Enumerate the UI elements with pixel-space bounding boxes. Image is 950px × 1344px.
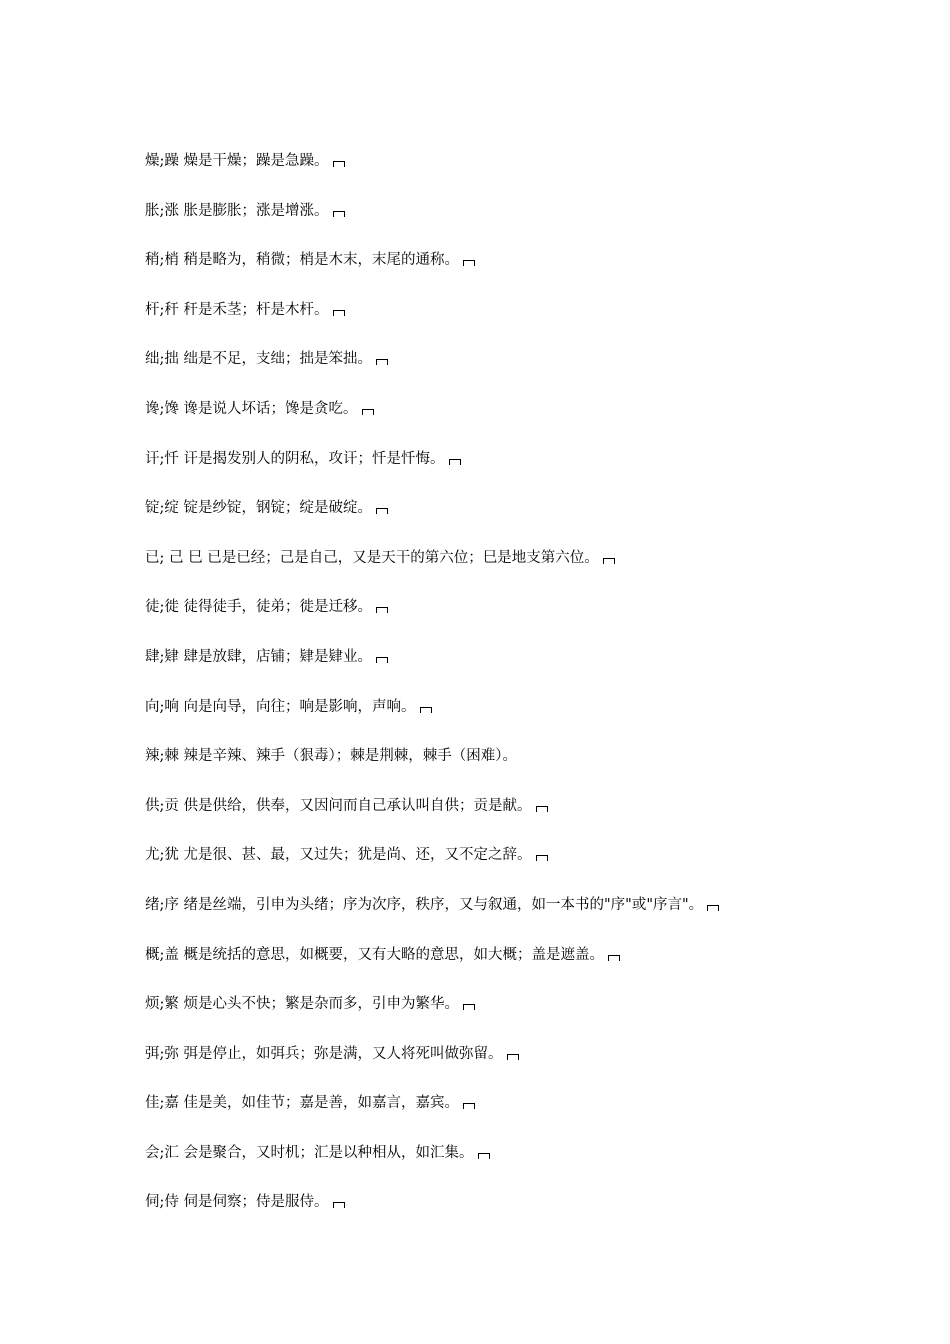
entry-text: 佳;嘉 佳是美，如佳节；嘉是善，如嘉言，嘉宾。 — [145, 1095, 459, 1112]
list-item — [145, 695, 915, 745]
list-item — [145, 248, 915, 298]
paragraph-mark-icon — [536, 855, 548, 861]
entry-text: 锭;绽 锭是纱锭，钢锭；绽是破绽。 — [145, 500, 372, 517]
entry-text: 谗;馋 谗是说人坏话；馋是贪吃。 — [145, 400, 358, 417]
paragraph-mark-icon — [463, 260, 475, 266]
paragraph-mark-icon — [333, 1202, 345, 1208]
list-item — [145, 843, 915, 893]
word-pair-list — [145, 149, 915, 1240]
list-item — [145, 1141, 915, 1191]
entry-text: 燥;躁 燥是干燥；躁是急躁。 — [145, 153, 329, 169]
list-item — [145, 943, 915, 993]
paragraph-mark-icon — [362, 409, 374, 415]
list-item — [145, 546, 915, 596]
paragraph-mark-icon — [449, 459, 461, 465]
paragraph-mark-icon — [376, 359, 388, 365]
entry-text: 伺;侍 伺是伺察；侍是服侍。 — [145, 1194, 329, 1211]
entry-text: 弭;弥 弭是停止，如弭兵；弥是满，又人将死叫做弥留。 — [145, 1045, 503, 1062]
list-item — [145, 149, 915, 199]
list-item — [145, 447, 915, 497]
list-item — [145, 1091, 915, 1141]
list-item — [145, 199, 915, 249]
list-item — [145, 298, 915, 348]
paragraph-mark-icon — [463, 1103, 475, 1109]
list-item — [145, 347, 915, 397]
paragraph-mark-icon — [463, 1004, 475, 1010]
list-item — [145, 794, 915, 844]
entry-text: 绪;序 绪是丝端，引申为头绪；序为次序，秩序，又与叙通，如一本书的"序"或"序言"。 — [145, 896, 704, 913]
paragraph-mark-icon — [707, 905, 719, 911]
entry-text: 胀;涨 胀是膨胀；涨是增涨。 — [145, 202, 329, 219]
entry-text: 供;贡 供是供给，供奉，又因问而自己承认叫自供；贡是献。 — [145, 797, 532, 814]
paragraph-mark-icon — [333, 310, 345, 316]
list-item — [145, 397, 915, 447]
paragraph-mark-icon — [536, 806, 548, 812]
paragraph-mark-icon — [333, 211, 345, 217]
paragraph-mark-icon — [608, 955, 620, 961]
entry-text: 会;汇 会是聚合，又时机；汇是以种相从，如汇集。 — [145, 1144, 474, 1161]
entry-text: 徒;徙 徒得徒手，徒弟；徙是迁移。 — [145, 599, 372, 616]
entry-text: 杆;秆 秆是禾茎；杆是木杆。 — [145, 301, 329, 318]
entry-text: 辣;棘 辣是辛辣、辣手（狠毒）；棘是荆棘，棘手（困难）。 — [145, 748, 517, 765]
list-item — [145, 893, 915, 943]
list-item — [145, 1190, 915, 1240]
paragraph-mark-icon — [603, 558, 615, 564]
entry-text: 向;响 向是向导，向往；响是影响，声响。 — [145, 698, 416, 715]
list-item — [145, 645, 915, 695]
paragraph-mark-icon — [376, 508, 388, 514]
list-item — [145, 496, 915, 546]
entry-text: 讦;忏 讦是揭发别人的阴私，攻讦；忏是忏悔。 — [145, 450, 445, 467]
paragraph-mark-icon — [333, 161, 345, 167]
list-item — [145, 744, 915, 794]
entry-text: 烦;繁 烦是心头不快；繁是杂而多，引申为繁华。 — [145, 996, 459, 1013]
list-item — [145, 595, 915, 645]
entry-text: 绌;拙 绌是不足，支绌；拙是笨拙。 — [145, 351, 372, 368]
entry-text: 概;盖 概是统括的意思，如概要，又有大略的意思，如大概；盖是遮盖。 — [145, 946, 604, 963]
paragraph-mark-icon — [478, 1153, 490, 1159]
paragraph-mark-icon — [376, 657, 388, 663]
paragraph-mark-icon — [507, 1054, 519, 1060]
list-item — [145, 1042, 915, 1092]
entry-text: 稍;梢 稍是略为，稍微；梢是木末，末尾的通称。 — [145, 252, 459, 269]
paragraph-mark-icon — [376, 607, 388, 613]
entry-text: 已; 己 巳 已是已经；己是自己，又是天干的第六位；巳是地支第六位。 — [145, 549, 599, 566]
entry-text: 肆;肄 肆是放肆，店铺；肄是肄业。 — [145, 648, 372, 665]
list-item — [145, 992, 915, 1042]
paragraph-mark-icon — [420, 707, 432, 713]
entry-text: 尤;犹 尤是很、甚、最，又过失；犹是尚、还，又不定之辞。 — [145, 847, 532, 864]
